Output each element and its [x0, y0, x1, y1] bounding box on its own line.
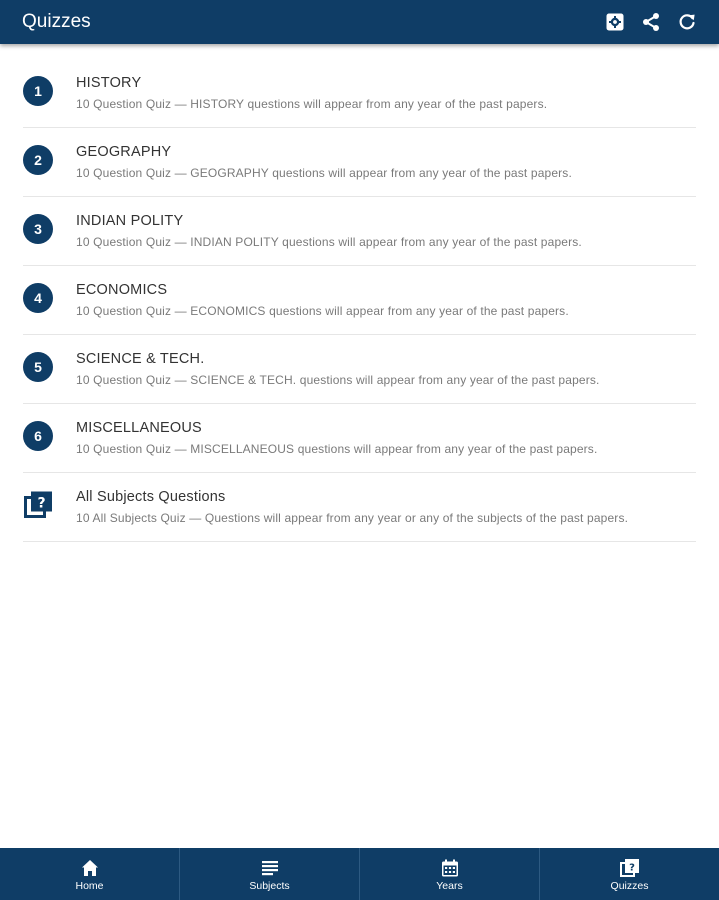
nav-label: Subjects: [249, 879, 290, 892]
bottom-navigation: [0, 848, 719, 900]
settings-button[interactable]: [603, 10, 627, 34]
svg-text:?: ?: [628, 861, 635, 873]
refresh-button[interactable]: [675, 10, 699, 34]
quiz-item-economics[interactable]: [23, 267, 696, 335]
quiz-description: 10 All Subjects Quiz — Questions will appear from any year or any of the subjects of the past papers.: [76, 511, 629, 525]
svg-text:?: ?: [37, 495, 46, 512]
app-bar-actions: [591, 10, 699, 34]
quiz-number-badge: 5: [23, 352, 53, 382]
quiz-item-indian-polity[interactable]: [23, 198, 696, 266]
share-icon: [641, 12, 661, 32]
quiz-title: GEOGRAPHY: [76, 144, 172, 160]
nav-subjects[interactable]: [180, 848, 360, 900]
settings-icon: [605, 12, 625, 32]
home-icon: [81, 859, 99, 877]
quiz-library-icon: [24, 490, 54, 520]
quiz-title: SCIENCE & TECH.: [76, 351, 205, 367]
nav-label: Home: [75, 879, 104, 892]
quiz-description: 10 Question Quiz — MISCELLANEOUS questions will appear from any year of the past papers.: [76, 442, 598, 456]
quiz-number-badge: 4: [23, 283, 53, 313]
quiz-description: 10 Question Quiz — GEOGRAPHY questions will appear from any year of the past papers.: [76, 166, 572, 180]
quiz-description: 10 Question Quiz — SCIENCE & TECH. questions will appear from any year of the past papers.: [76, 373, 600, 387]
quiz-number-badge: 2: [23, 145, 53, 175]
page-title: Quizzes: [22, 11, 91, 32]
nav-label: Quizzes: [610, 879, 649, 892]
quiz-description: 10 Question Quiz — INDIAN POLITY questions will appear from any year of the past papers.: [76, 235, 582, 249]
quiz-number-badge: 1: [23, 76, 53, 106]
nav-label: Years: [436, 879, 463, 892]
quiz-number-badge: 6: [23, 421, 53, 451]
quiz-number-badge: 3: [23, 214, 53, 244]
share-button[interactable]: [639, 10, 663, 34]
quiz-item-miscellaneous[interactable]: [23, 405, 696, 473]
quiz-item-geography[interactable]: [23, 129, 696, 197]
refresh-icon: [677, 12, 697, 32]
app-bar: [0, 0, 719, 44]
nav-years[interactable]: [360, 848, 540, 900]
quiz-title: INDIAN POLITY: [76, 213, 184, 229]
list-icon: [261, 859, 279, 877]
quiz-item-all-subjects[interactable]: [23, 474, 696, 542]
quiz-list: [23, 60, 696, 543]
quiz-title: MISCELLANEOUS: [76, 420, 202, 436]
quiz-item-science-tech[interactable]: [23, 336, 696, 404]
nav-quizzes[interactable]: [540, 848, 719, 900]
calendar-icon: [441, 859, 459, 877]
quiz-title: ECONOMICS: [76, 282, 168, 298]
quiz-description: 10 Question Quiz — HISTORY questions will appear from any year of the past papers.: [76, 97, 548, 111]
quiz-description: 10 Question Quiz — ECONOMICS questions will appear from any year of the past papers.: [76, 304, 569, 318]
quiz-item-history[interactable]: [23, 60, 696, 128]
quiz-icon: [620, 858, 640, 878]
quiz-title: All Subjects Questions: [76, 489, 226, 505]
quiz-title: HISTORY: [76, 75, 142, 91]
nav-home[interactable]: [0, 848, 180, 900]
